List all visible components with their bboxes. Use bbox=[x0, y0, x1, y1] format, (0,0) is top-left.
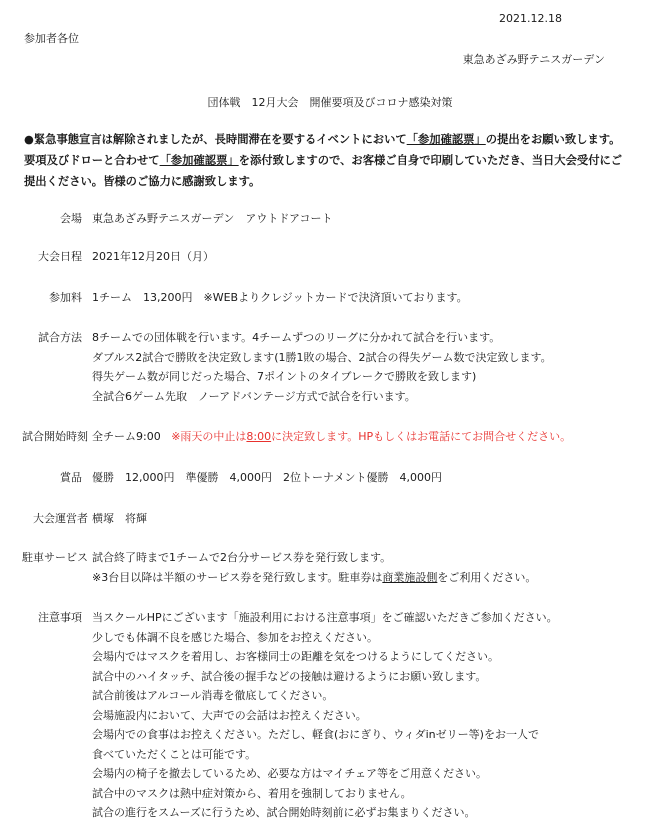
manager-label: 大会運営者 bbox=[33, 512, 88, 525]
note-line: 試合中のハイタッチ、試合後の握手などの接触は避けるようにお願い致します。 bbox=[92, 669, 487, 683]
note-line: 会場内ではマスクを着用し、お客様同士の距離を気をつけるようにしてください。 bbox=[92, 650, 499, 663]
note-line: 試合前後はアルコール消毒を徹底してください。 bbox=[92, 689, 334, 702]
note-line: 会場施設内において、大声での会話はお控えください。 bbox=[92, 708, 367, 722]
notes-value bbox=[92, 608, 652, 823]
organizer-name: 東急あざみ野テニスガーデン bbox=[462, 53, 605, 66]
note-line: 少しでも体調不良を感じた場合、参加をお控えください。 bbox=[92, 630, 378, 644]
notice-text-2: の提出をお願い致します。要項及びドローと合わせて bbox=[24, 133, 621, 167]
prizes-label: 賞品 bbox=[60, 471, 82, 484]
note-line: 試合の進行をスムーズに行うため、試合開始時刻前に必ずお集まりください。 bbox=[92, 806, 476, 819]
document-date: 2021.12.18 bbox=[499, 12, 562, 25]
schedule-label: 大会日程 bbox=[38, 250, 82, 263]
fee-value: 1チーム 13,200円 ※WEBよりクレジットカードで決済頂いております。 bbox=[92, 291, 468, 304]
notice-text-1: ●緊急事態宣言は解除されましたが、長時間滞在を要するイベントにおいて bbox=[24, 133, 407, 146]
format-value bbox=[92, 328, 652, 406]
parking-line-2: ※3台目以降は半額のサービス券を発行致します。駐車券は商業施設側をご利用ください。 bbox=[92, 570, 537, 584]
notes-label: 注意事項 bbox=[38, 611, 82, 624]
format-line: 全試合6ゲーム先取 ノーアドバンテージ方式で試合を行います。 bbox=[92, 389, 416, 403]
note-line: 会場内での食事はお控えください。ただし、軽食(おにぎり、ウィダinゼリー等)をお一人で bbox=[92, 728, 539, 741]
start-time-label: 試合開始時刻 bbox=[22, 430, 88, 443]
rain-decision-time: 8:00 bbox=[246, 430, 272, 443]
format-line: 8チームでの団体戦を行います。4チームずつのリーグに分かれて試合を行います。 bbox=[92, 331, 501, 344]
schedule-value: 2021年12月20日（月） bbox=[92, 250, 214, 263]
notice-paragraph bbox=[24, 129, 624, 192]
format-line: 得失ゲーム数が同じだった場合、7ポイントのタイブレークで勝敗を致します) bbox=[92, 370, 477, 383]
prizes-value: 優勝 12,000円 準優勝 4,000円 2位トーナメント優勝 4,000円 bbox=[92, 471, 443, 484]
manager-value: 横塚 将輝 bbox=[92, 512, 147, 525]
note-line: 当スクールHPにございます「施設利用における注意事項」をご確認いただきご参加ください。 bbox=[92, 611, 558, 624]
venue-label: 会場 bbox=[60, 212, 82, 225]
notice-text-3: を添付致しますので、お客様ご自身で印刷していただき、当日大会受付にご提出ください。皆様のご協力に感謝致します。 bbox=[24, 154, 623, 188]
start-time-value bbox=[92, 427, 652, 447]
addressee: 参加者各位 bbox=[24, 32, 79, 45]
parking-label: 駐車サービス bbox=[22, 551, 88, 564]
notice-underline-1: 「参加確認票」 bbox=[406, 133, 486, 146]
parking-line-1: 試合終了時まで1チームで2台分サービス券を発行致します。 bbox=[92, 551, 392, 564]
note-line: 食べていただくことは可能です。 bbox=[92, 747, 257, 761]
commercial-facility-text: 商業施設側 bbox=[382, 570, 438, 584]
format-label: 試合方法 bbox=[38, 331, 82, 344]
format-line: ダブルス2試合で勝敗を決定致します(1勝1敗の場合、2試合の得失ゲーム数で決定致します。 bbox=[92, 350, 552, 364]
note-line: 試合中のマスクは熱中症対策から、着用を強制しておりません。 bbox=[92, 786, 412, 800]
document-title: 団体戦 12月大会 開催要項及びコロナ感染対策 bbox=[207, 96, 453, 109]
notice-underline-2: 「参加確認票」 bbox=[159, 154, 239, 167]
parking-value bbox=[92, 548, 652, 587]
fee-label: 参加料 bbox=[49, 291, 82, 304]
venue-value: 東急あざみ野テニスガーデン アウトドアコート bbox=[92, 212, 333, 225]
rain-notice: ※雨天の中止は8:00に決定致します。HPもしくはお電話にてお問合せください。 bbox=[171, 430, 572, 443]
start-time-text: 全チーム9:00 bbox=[92, 430, 161, 443]
note-line: 会場内の椅子を撤去しているため、必要な方はマイチェア等をご用意ください。 bbox=[92, 767, 488, 780]
